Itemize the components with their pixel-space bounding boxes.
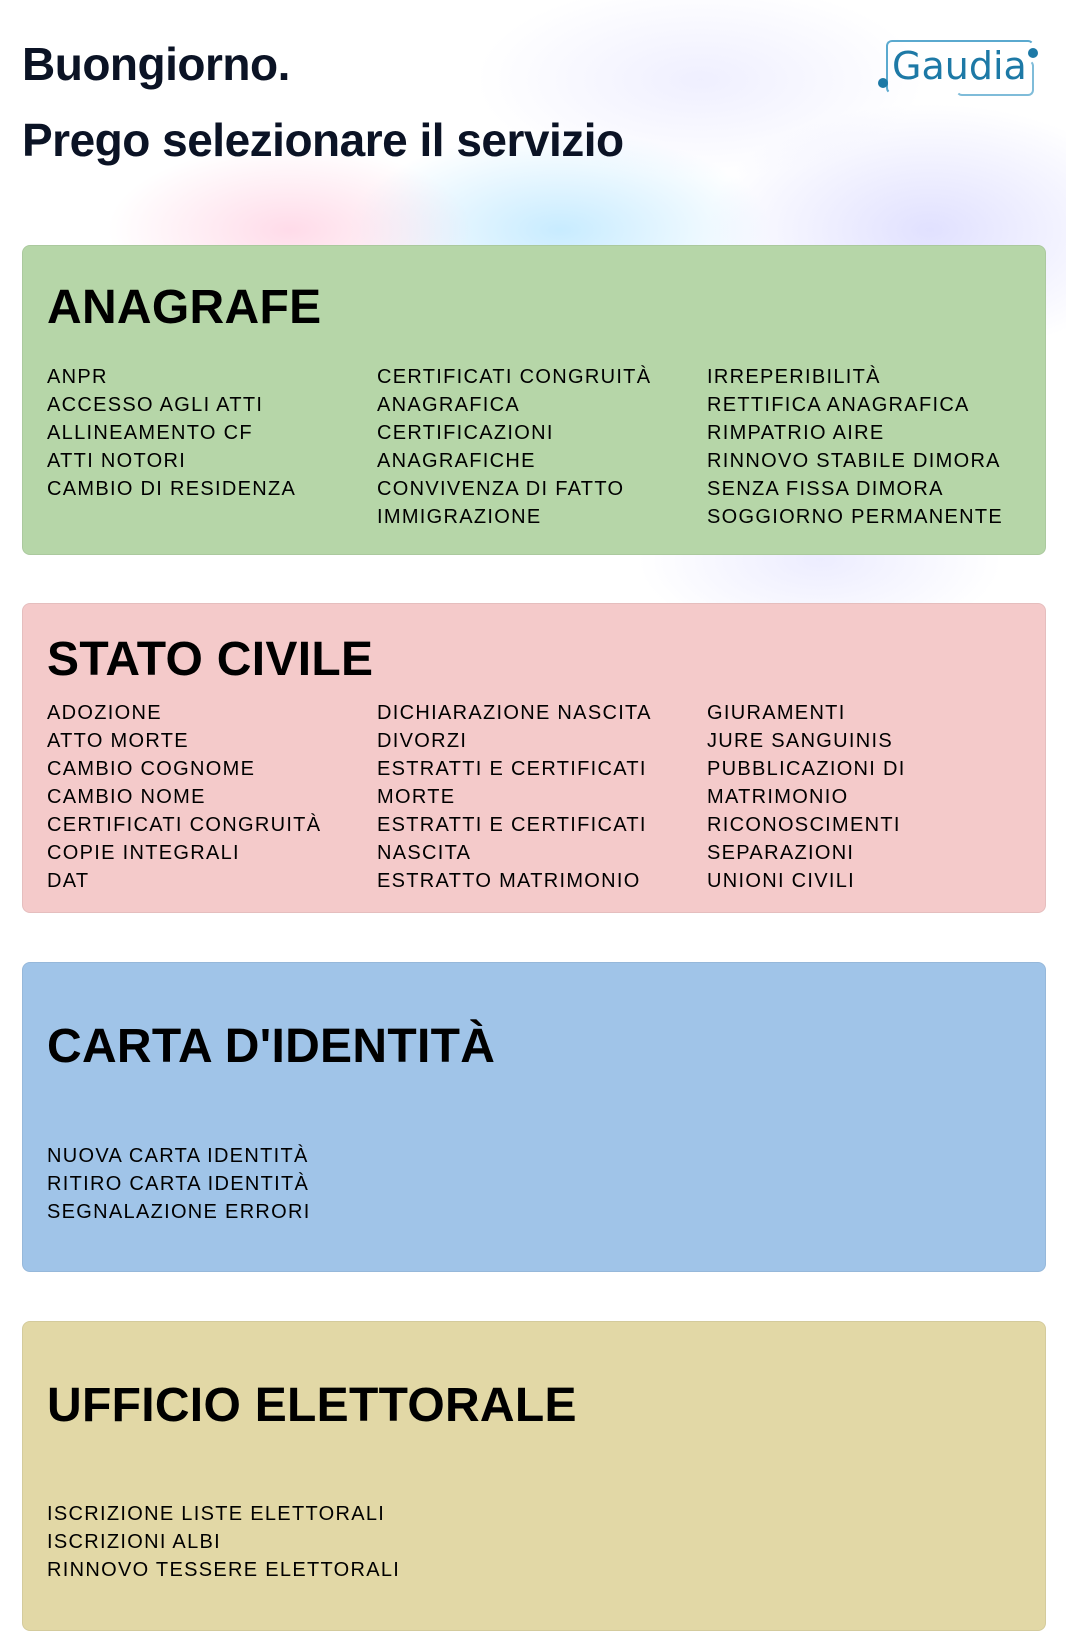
section-title-carta-identita: CARTA D'IDENTITÀ [47, 1020, 496, 1073]
service-item[interactable]: NUOVA CARTA IDENTITÀ [47, 1145, 309, 1167]
service-item[interactable]: ESTRATTO MATRIMONIO [377, 870, 641, 892]
service-item[interactable]: RITIRO CARTA IDENTITÀ [47, 1173, 310, 1195]
service-column [47, 1142, 382, 1226]
service-item[interactable]: CERTIFICAZIONI [377, 422, 554, 444]
service-item[interactable]: DIVORZI [377, 730, 468, 752]
section-title-anagrafe: ANAGRAFE [47, 281, 322, 334]
greeting-heading: Buongiorno. [22, 38, 290, 90]
service-item[interactable]: GIURAMENTI [707, 702, 846, 724]
service-item[interactable]: RINNOVO TESSERE ELETTORALI [47, 1559, 401, 1581]
service-column [47, 699, 377, 895]
service-item[interactable]: CERTIFICATI CONGRUITÀ [377, 366, 652, 388]
service-item[interactable]: ACCESSO AGLI ATTI [47, 394, 264, 416]
logo-text: Gaudia [892, 44, 1027, 88]
service-item[interactable]: ISCRIZIONI ALBI [47, 1531, 221, 1553]
service-item[interactable]: ADOZIONE [47, 702, 162, 724]
service-item[interactable]: CERTIFICATI CONGRUITÀ [47, 814, 322, 836]
service-item[interactable]: CAMBIO COGNOME [47, 758, 256, 780]
service-item[interactable]: SEGNALAZIONE ERRORI [47, 1201, 311, 1223]
service-item[interactable]: ANAGRAFICHE [377, 450, 536, 472]
service-item[interactable]: RICONOSCIMENTI [707, 814, 901, 836]
logo-dot-right [1028, 48, 1038, 58]
service-column [47, 363, 377, 531]
service-item[interactable]: CAMBIO NOME [47, 786, 206, 808]
service-item[interactable]: CAMBIO DI RESIDENZA [47, 478, 297, 500]
service-columns [47, 1500, 1037, 1584]
service-item[interactable]: MORTE [377, 786, 456, 808]
service-item[interactable]: DAT [47, 870, 90, 892]
gaudia-logo [878, 40, 1038, 100]
service-item[interactable]: ALLINEAMENTO CF [47, 422, 253, 444]
service-item[interactable]: ANPR [47, 366, 108, 388]
service-column [707, 363, 1037, 531]
service-item[interactable]: ESTRATTI E CERTIFICATI [377, 814, 647, 836]
section-stato-civile[interactable] [22, 603, 1046, 913]
service-item[interactable]: JURE SANGUINIS [707, 730, 894, 752]
service-item[interactable]: PUBBLICAZIONI DI [707, 758, 906, 780]
service-item[interactable]: DICHIARAZIONE NASCITA [377, 702, 652, 724]
service-item[interactable]: SENZA FISSA DIMORA [707, 478, 944, 500]
service-item[interactable]: CONVIVENZA DI FATTO [377, 478, 625, 500]
service-column [377, 363, 707, 531]
service-columns [47, 1142, 1037, 1226]
section-title-stato-civile: STATO CIVILE [47, 633, 374, 686]
service-item[interactable]: SOGGIORNO PERMANENTE [707, 506, 1004, 528]
service-item[interactable]: ATTI NOTORI [47, 450, 187, 472]
section-ufficio-elettorale[interactable] [22, 1321, 1046, 1631]
logo-dot-left [878, 78, 888, 88]
service-item[interactable]: SEPARAZIONI [707, 842, 855, 864]
service-item[interactable]: IMMIGRAZIONE [377, 506, 542, 528]
service-item[interactable]: IRREPERIBILITÀ [707, 366, 881, 388]
service-item[interactable]: RETTIFICA ANAGRAFICA [707, 394, 970, 416]
service-columns [47, 699, 1037, 895]
service-item[interactable]: ISCRIZIONE LISTE ELETTORALI [47, 1503, 386, 1525]
service-column [377, 699, 707, 895]
service-column [707, 699, 1037, 895]
section-carta-identita[interactable] [22, 962, 1046, 1272]
service-item[interactable]: UNIONI CIVILI [707, 870, 856, 892]
service-columns [47, 363, 1037, 531]
service-item[interactable]: NASCITA [377, 842, 472, 864]
service-item[interactable]: COPIE INTEGRALI [47, 842, 240, 864]
service-item[interactable]: MATRIMONIO [707, 786, 849, 808]
service-item[interactable]: RIMPATRIO AIRE [707, 422, 885, 444]
page-subtitle: Prego selezionare il servizio [22, 114, 624, 166]
service-item[interactable]: ESTRATTI E CERTIFICATI [377, 758, 647, 780]
service-item[interactable]: ATTO MORTE [47, 730, 189, 752]
section-anagrafe[interactable] [22, 245, 1046, 555]
service-item[interactable]: ANAGRAFICA [377, 394, 521, 416]
section-title-ufficio-elettorale: UFFICIO ELETTORALE [47, 1379, 577, 1432]
service-column [47, 1500, 401, 1584]
service-item[interactable]: RINNOVO STABILE DIMORA [707, 450, 1001, 472]
